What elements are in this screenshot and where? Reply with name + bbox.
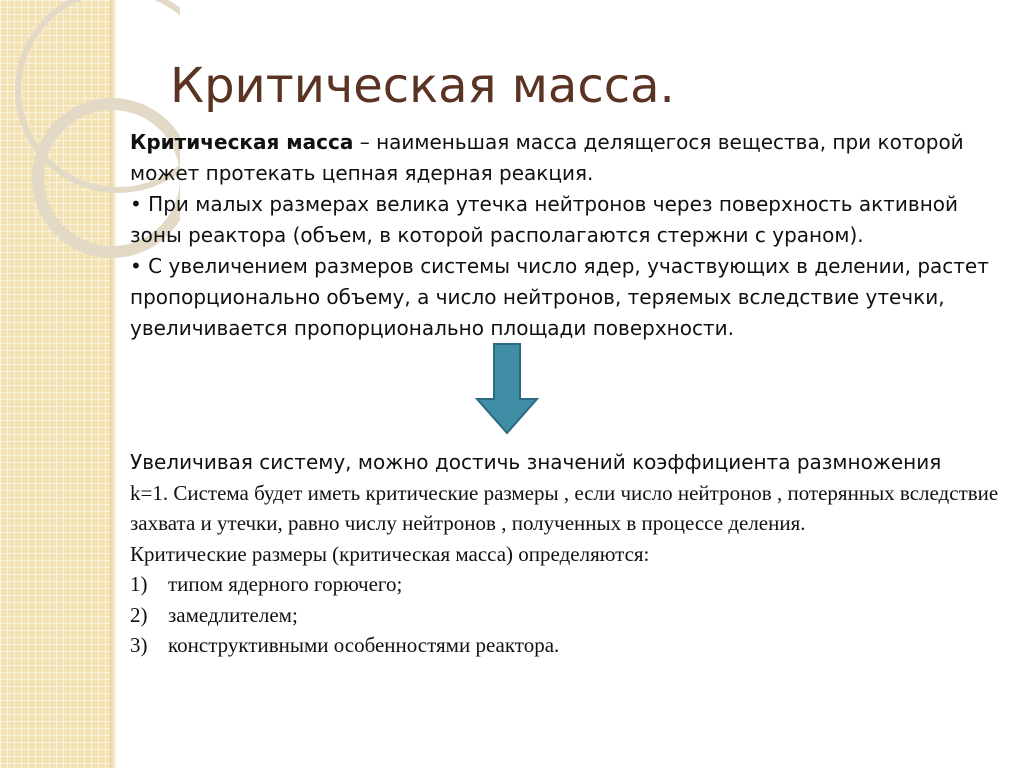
conclusion-sans-text: Увеличивая систему, можно достичь значений коэффициента размножения	[130, 450, 942, 474]
list-number: 1)	[130, 572, 148, 596]
definition-text: – наименьшая масса делящегося вещества, при которой может протекать цепная ядерная реакция.	[130, 130, 964, 185]
bullet-item	[130, 251, 1000, 344]
determined-by-text: Критические размеры (критическая масса) определяются:	[130, 541, 650, 566]
definition-term: Критическая масса	[130, 130, 354, 154]
list-item	[130, 600, 1010, 631]
list-number: 2)	[130, 602, 148, 627]
bullet-text: При малых размерах велика утечка нейтронов через поверхность активной зоны реактора (объем, в которой располагаются стержни с ураном).	[130, 192, 958, 247]
arrow-down-icon	[475, 343, 539, 435]
slide-title: Критическая масса.	[170, 58, 675, 114]
list-number: 3)	[130, 633, 148, 657]
lower-text-block	[130, 447, 1010, 661]
conclusion-paragraph	[130, 447, 1010, 539]
bullet-marker: •	[130, 192, 142, 216]
bullet-marker: •	[130, 254, 142, 278]
factors-list	[130, 569, 1010, 661]
list-item	[130, 630, 1010, 661]
arrow-shape	[477, 344, 537, 433]
definition-paragraph	[130, 127, 1000, 189]
list-text: замедлителем;	[168, 602, 298, 627]
conclusion-serif-text: k=1. Система будет иметь критические размеры , если число нейтронов , потерянных вследствие захвата и утечки, равно числу нейтронов , полученных в процессе деления.	[130, 480, 999, 535]
list-text: типом ядерного горючего;	[168, 572, 403, 596]
bullet-item	[130, 189, 1000, 251]
upper-text-block	[130, 127, 1000, 344]
list-item	[130, 569, 1010, 600]
list-text: конструктивными особенностями реактора.	[168, 633, 560, 657]
bullet-text: С увеличением размеров системы число ядер, участвующих в делении, растет пропорционально объему, а число нейтронов, теряемых вследствие утечки, увеличивается пропорционально площади поверхности.	[130, 254, 989, 340]
